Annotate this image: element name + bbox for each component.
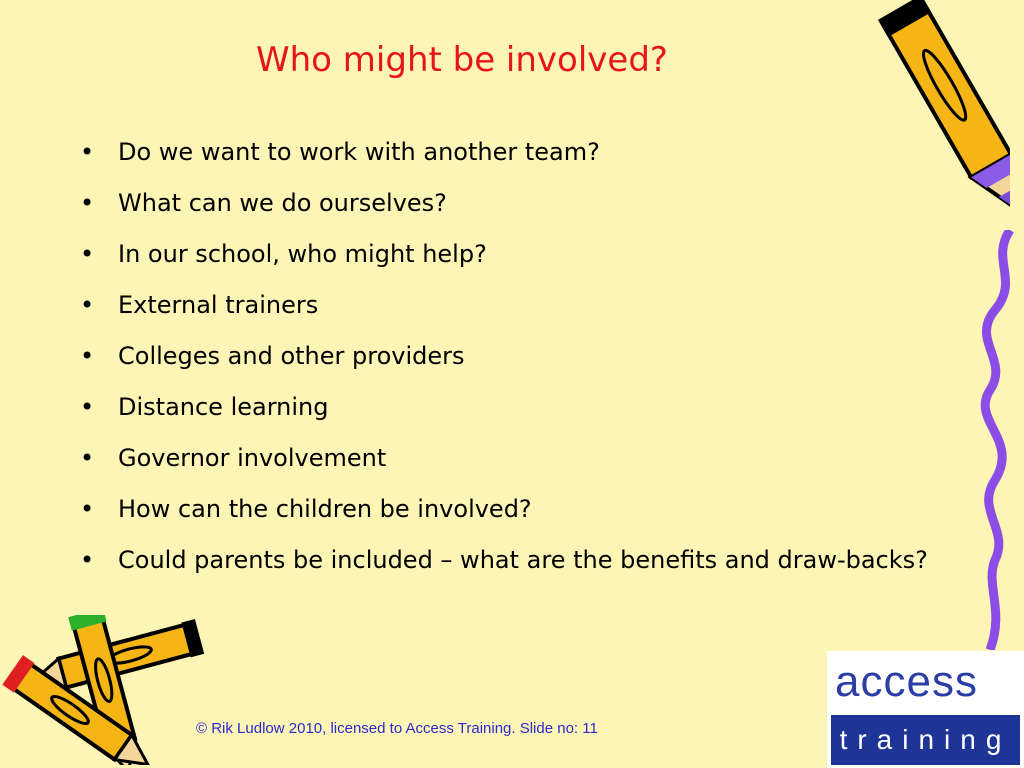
bullet-dot: • [80,189,95,217]
access-training-logo [827,651,1024,768]
pencils-clipart-bottom-left [0,615,210,765]
bullet-dot: • [80,393,95,421]
slide-title: Who might be involved? [256,40,668,80]
wavy-line-decoration [950,230,1024,650]
bullet-item [80,291,928,342]
bullet-dot: • [80,342,95,370]
bullet-item [80,138,928,189]
bullet-text: Colleges and other providers [118,342,465,370]
bullet-text: Governor involvement [118,444,387,472]
bullet-dot: • [80,546,95,574]
bullet-text: What can we do ourselves? [118,189,447,217]
bullet-item [80,444,928,495]
bullet-item [80,342,928,393]
bullet-dot: • [80,138,95,166]
bullet-item [80,495,928,546]
bullet-dot: • [80,444,95,472]
logo-word-training: training [839,724,1012,755]
bullet-dot: • [80,495,95,523]
bullet-dot: • [80,240,95,268]
bullet-list [80,138,928,597]
bullet-text: How can the children be involved? [118,495,532,523]
bullet-item [80,393,928,444]
bullet-text: Could parents be included – what are the benefits and draw-backs? [118,546,928,574]
logo-word-access: access [835,657,978,706]
bullet-text: In our school, who might help? [118,240,487,268]
bullet-dot: • [80,291,95,319]
slide-footer: © Rik Ludlow 2010, licensed to Access Training. Slide no: 11 [196,720,598,737]
bullet-item [80,546,928,597]
bullet-text: Do we want to work with another team? [118,138,600,166]
bullet-item [80,240,928,291]
bullet-item [80,189,928,240]
bullet-text: Distance learning [118,393,329,421]
bullet-text: External trainers [118,291,319,319]
